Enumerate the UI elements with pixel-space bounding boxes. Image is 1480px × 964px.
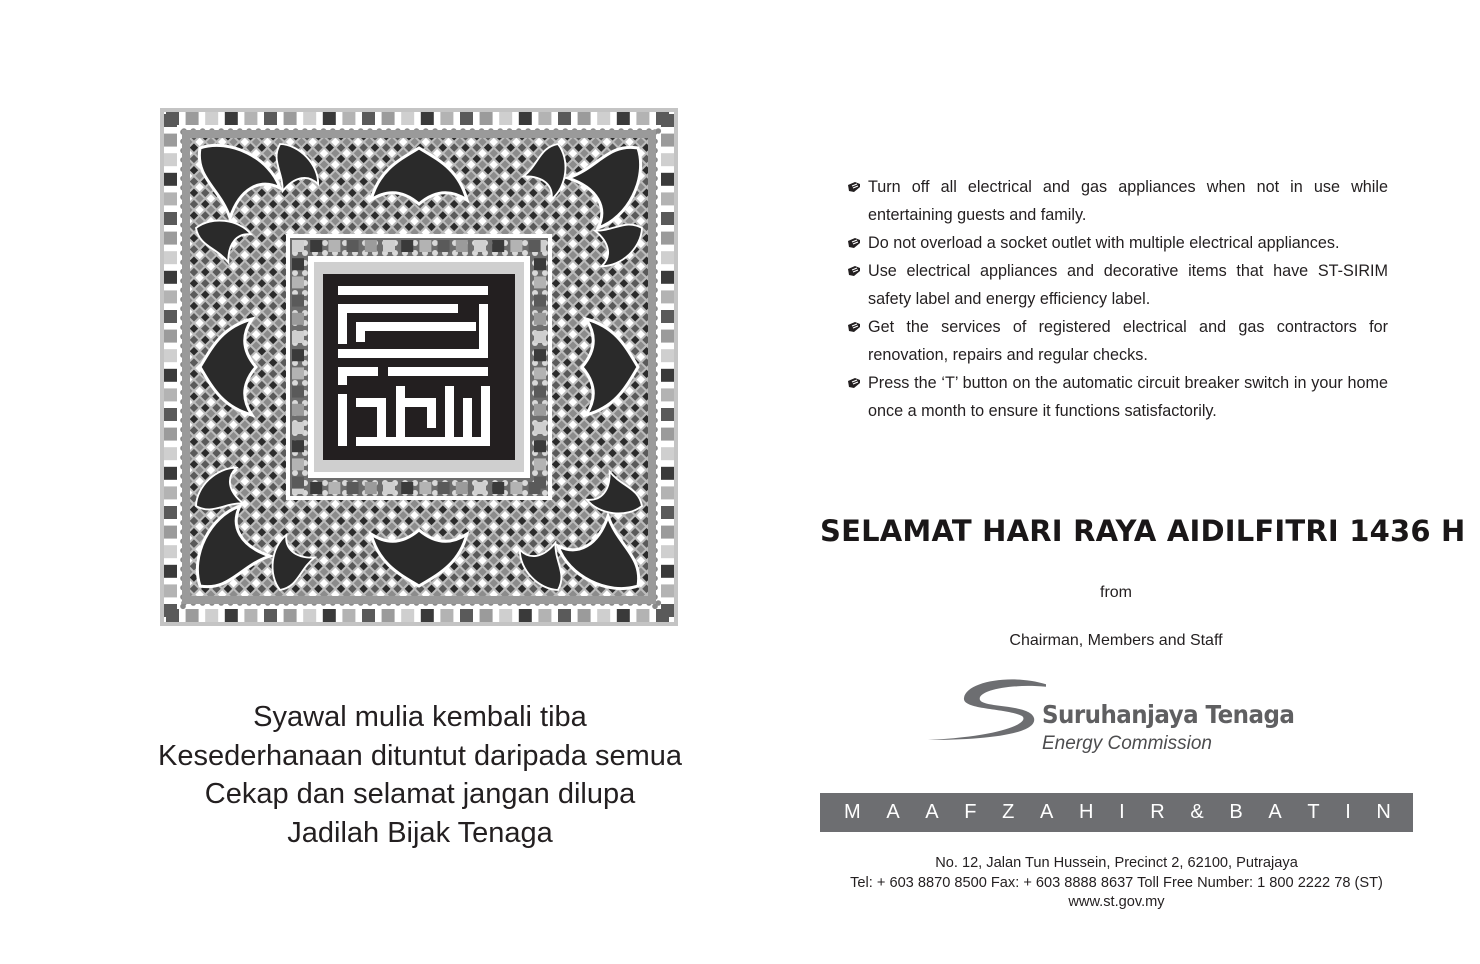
plug-icon <box>847 376 861 389</box>
poem-line: Kesederhanaan dituntut daripada semua <box>158 739 682 772</box>
plug-icon <box>847 264 861 277</box>
plug-icon <box>847 320 861 333</box>
poem-line: Cekap dan selamat jangan dilupa <box>204 778 636 810</box>
plug-icon <box>847 180 861 193</box>
tip-text: Turn off all electrical and gas appliances when not in use while entertaining guests and family. <box>868 178 1388 224</box>
band-letter: I <box>1345 801 1351 823</box>
address: No. 12, Jalan Tun Hussein, Precinct 2, 62100, Putrajaya <box>935 855 1298 871</box>
contact-block <box>820 854 1413 913</box>
logo-name: Suruhanjaya Tenaga <box>1042 700 1295 729</box>
band-letter: I <box>1119 801 1125 823</box>
band-letter: H <box>1078 801 1094 823</box>
website-link[interactable]: www.st.gov.my <box>1068 894 1165 910</box>
list-item <box>846 173 1388 229</box>
band-letter: A <box>886 801 900 823</box>
greeting-title: SELAMAT HARI RAYA AIDILFITRI 1436 H <box>820 514 1466 548</box>
senders-line: Chairman, Members and Staff <box>1009 632 1223 649</box>
band-letter: & <box>1190 801 1204 823</box>
tip-text: Get the services of registered electrical and gas contractors for renovation, repairs and regular checks. <box>868 318 1388 364</box>
list-item <box>846 369 1388 425</box>
poem-line: Jadilah Bijak Tenaga <box>287 816 553 849</box>
poem <box>110 698 730 852</box>
band-letter: A <box>925 801 939 823</box>
plug-icon <box>847 236 861 249</box>
band-letter: M <box>844 801 861 823</box>
band-letter: Z <box>1002 801 1015 823</box>
logo-subtitle: Energy Commission <box>1042 733 1212 754</box>
list-item <box>846 313 1388 369</box>
energy-commission-logo <box>926 678 1326 762</box>
kufic-ornament-image <box>160 108 678 626</box>
safety-tips-list <box>846 173 1388 425</box>
tip-text: Use electrical appliances and decorative items that have ST-SIRIM safety label and energy efficiency label. <box>868 262 1388 308</box>
band-letter: R <box>1150 801 1165 823</box>
tip-text: Press the ‘T’ button on the automatic circuit breaker switch in your home once a month to ensure it functions satisfactorily. <box>868 374 1388 420</box>
maaf-zahir-batin-band <box>820 793 1413 832</box>
band-letter: N <box>1376 801 1391 823</box>
tip-text: Do not overload a socket outlet with multiple electrical appliances. <box>868 234 1340 252</box>
band-letter: B <box>1229 801 1243 823</box>
band-letter: A <box>1268 801 1282 823</box>
from-label: from <box>1100 584 1132 601</box>
list-item <box>846 229 1388 257</box>
band-letter: F <box>964 801 977 823</box>
poem-line: Syawal mulia kembali tiba <box>253 701 587 733</box>
band-letter: T <box>1307 801 1320 823</box>
swoosh-logo-icon <box>926 678 1046 748</box>
band-letter: A <box>1040 801 1054 823</box>
phone-numbers: Tel: + 603 8870 8500 Fax: + 603 8888 8637 Toll Free Number: 1 800 2222 78 (ST) <box>850 874 1383 891</box>
list-item <box>846 257 1388 313</box>
